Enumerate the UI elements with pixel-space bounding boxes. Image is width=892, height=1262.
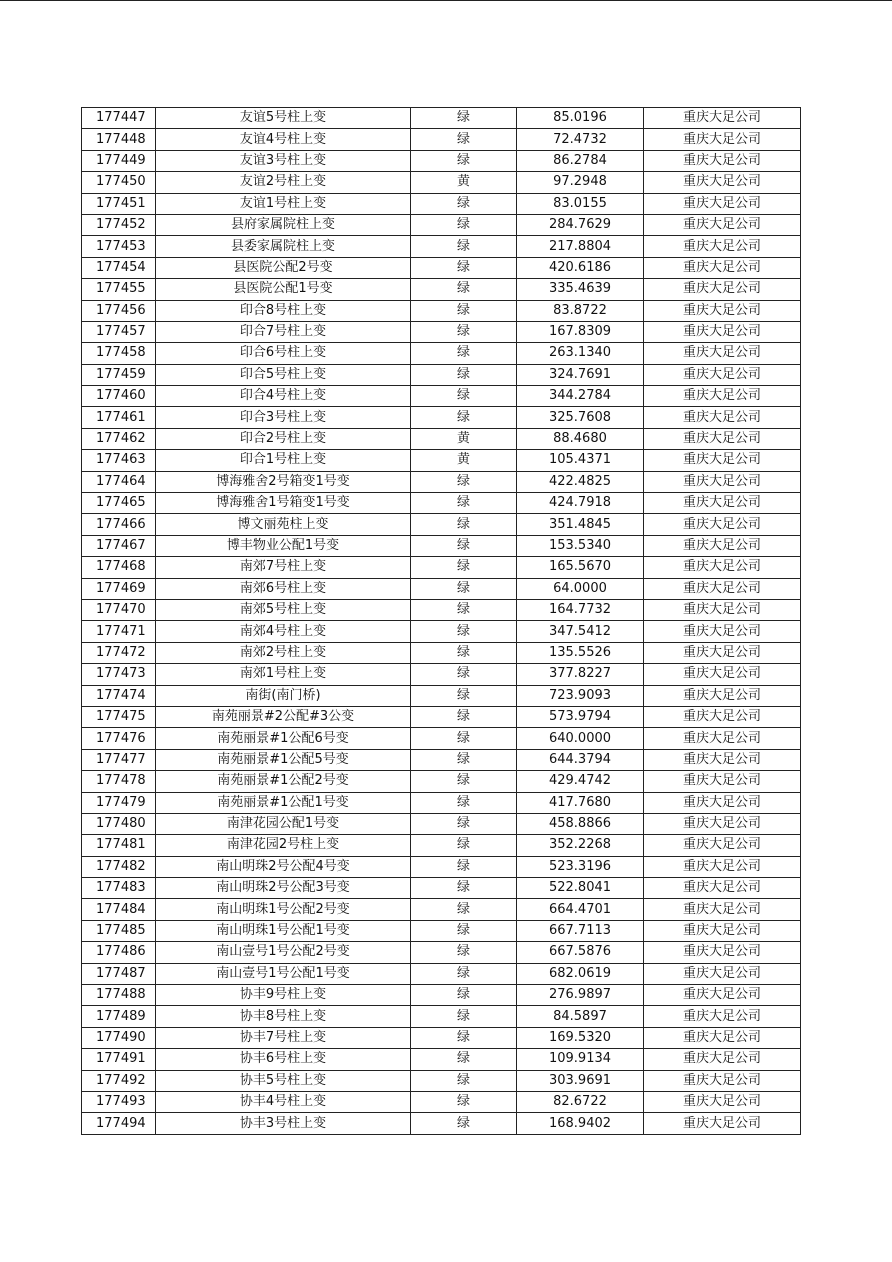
cell-status: 绿 xyxy=(411,963,517,984)
cell-company: 重庆大足公司 xyxy=(644,514,801,535)
cell-status: 绿 xyxy=(411,706,517,727)
cell-name: 协丰7号柱上变 xyxy=(156,1027,411,1048)
cell-id: 177452 xyxy=(82,214,156,235)
cell-company: 重庆大足公司 xyxy=(644,557,801,578)
table-body xyxy=(82,108,801,1135)
cell-value: 335.4639 xyxy=(517,279,644,300)
cell-status: 绿 xyxy=(411,621,517,642)
cell-id: 177462 xyxy=(82,428,156,449)
cell-company: 重庆大足公司 xyxy=(644,108,801,129)
cell-status: 绿 xyxy=(411,771,517,792)
cell-value: 169.5320 xyxy=(517,1027,644,1048)
cell-status: 绿 xyxy=(411,407,517,428)
cell-company: 重庆大足公司 xyxy=(644,599,801,620)
cell-company: 重庆大足公司 xyxy=(644,1070,801,1091)
table-row xyxy=(82,300,801,321)
table-row xyxy=(82,578,801,599)
cell-value: 109.9134 xyxy=(517,1049,644,1070)
cell-status: 绿 xyxy=(411,1006,517,1027)
cell-company: 重庆大足公司 xyxy=(644,771,801,792)
cell-id: 177490 xyxy=(82,1027,156,1048)
cell-status: 绿 xyxy=(411,878,517,899)
table-row xyxy=(82,792,801,813)
cell-id: 177468 xyxy=(82,557,156,578)
cell-value: 303.9691 xyxy=(517,1070,644,1091)
cell-status: 绿 xyxy=(411,386,517,407)
cell-id: 177448 xyxy=(82,129,156,150)
table-row xyxy=(82,1027,801,1048)
top-border-line xyxy=(0,0,892,1)
transformer-table xyxy=(81,107,801,1135)
cell-name: 南苑丽景#1公配5号变 xyxy=(156,749,411,770)
cell-company: 重庆大足公司 xyxy=(644,236,801,257)
cell-company: 重庆大足公司 xyxy=(644,1113,801,1134)
cell-value: 88.4680 xyxy=(517,428,644,449)
table-row xyxy=(82,813,801,834)
cell-value: 276.9897 xyxy=(517,985,644,1006)
cell-value: 85.0196 xyxy=(517,108,644,129)
cell-value: 263.1340 xyxy=(517,343,644,364)
cell-value: 83.0155 xyxy=(517,193,644,214)
cell-value: 324.7691 xyxy=(517,364,644,385)
table-row xyxy=(82,321,801,342)
cell-company: 重庆大足公司 xyxy=(644,257,801,278)
cell-name: 南郊6号柱上变 xyxy=(156,578,411,599)
table-row xyxy=(82,343,801,364)
table-row xyxy=(82,664,801,685)
cell-id: 177483 xyxy=(82,878,156,899)
cell-company: 重庆大足公司 xyxy=(644,942,801,963)
cell-name: 南山明珠1号公配2号变 xyxy=(156,899,411,920)
cell-name: 南郊2号柱上变 xyxy=(156,642,411,663)
cell-company: 重庆大足公司 xyxy=(644,835,801,856)
cell-status: 绿 xyxy=(411,193,517,214)
table-row xyxy=(82,193,801,214)
cell-name: 印合8号柱上变 xyxy=(156,300,411,321)
cell-name: 南郊4号柱上变 xyxy=(156,621,411,642)
table-row xyxy=(82,899,801,920)
cell-name: 南山明珠2号公配3号变 xyxy=(156,878,411,899)
cell-value: 82.6722 xyxy=(517,1091,644,1112)
cell-name: 友谊2号柱上变 xyxy=(156,172,411,193)
cell-status: 绿 xyxy=(411,1113,517,1134)
cell-id: 177476 xyxy=(82,728,156,749)
cell-name: 印合6号柱上变 xyxy=(156,343,411,364)
cell-company: 重庆大足公司 xyxy=(644,792,801,813)
cell-company: 重庆大足公司 xyxy=(644,150,801,171)
cell-id: 177475 xyxy=(82,706,156,727)
cell-status: 绿 xyxy=(411,300,517,321)
cell-name: 南郊7号柱上变 xyxy=(156,557,411,578)
cell-name: 南山明珠1号公配1号变 xyxy=(156,920,411,941)
cell-company: 重庆大足公司 xyxy=(644,172,801,193)
cell-id: 177491 xyxy=(82,1049,156,1070)
cell-value: 644.3794 xyxy=(517,749,644,770)
cell-id: 177449 xyxy=(82,150,156,171)
cell-company: 重庆大足公司 xyxy=(644,343,801,364)
cell-company: 重庆大足公司 xyxy=(644,450,801,471)
cell-name: 南苑丽景#2公配#3公变 xyxy=(156,706,411,727)
cell-value: 325.7608 xyxy=(517,407,644,428)
cell-value: 424.7918 xyxy=(517,493,644,514)
cell-status: 绿 xyxy=(411,985,517,1006)
cell-value: 723.9093 xyxy=(517,685,644,706)
cell-company: 重庆大足公司 xyxy=(644,493,801,514)
cell-company: 重庆大足公司 xyxy=(644,1006,801,1027)
cell-id: 177471 xyxy=(82,621,156,642)
table-row xyxy=(82,1070,801,1091)
cell-id: 177470 xyxy=(82,599,156,620)
cell-id: 177457 xyxy=(82,321,156,342)
cell-value: 377.8227 xyxy=(517,664,644,685)
table-row xyxy=(82,963,801,984)
cell-name: 县委家属院柱上变 xyxy=(156,236,411,257)
cell-company: 重庆大足公司 xyxy=(644,728,801,749)
table-row xyxy=(82,150,801,171)
cell-value: 417.7680 xyxy=(517,792,644,813)
cell-status: 绿 xyxy=(411,1049,517,1070)
table-row xyxy=(82,428,801,449)
cell-id: 177464 xyxy=(82,471,156,492)
cell-company: 重庆大足公司 xyxy=(644,214,801,235)
cell-id: 177477 xyxy=(82,749,156,770)
cell-id: 177479 xyxy=(82,792,156,813)
cell-name: 南山壹号1号公配2号变 xyxy=(156,942,411,963)
cell-name: 博海雅舍2号箱变1号变 xyxy=(156,471,411,492)
cell-status: 绿 xyxy=(411,685,517,706)
cell-name: 友谊4号柱上变 xyxy=(156,129,411,150)
cell-name: 协丰5号柱上变 xyxy=(156,1070,411,1091)
cell-value: 667.5876 xyxy=(517,942,644,963)
cell-status: 黄 xyxy=(411,172,517,193)
cell-name: 南郊1号柱上变 xyxy=(156,664,411,685)
cell-id: 177482 xyxy=(82,856,156,877)
cell-name: 南津花园公配1号变 xyxy=(156,813,411,834)
cell-name: 印合5号柱上变 xyxy=(156,364,411,385)
cell-company: 重庆大足公司 xyxy=(644,193,801,214)
cell-id: 177454 xyxy=(82,257,156,278)
cell-company: 重庆大足公司 xyxy=(644,279,801,300)
table-row xyxy=(82,621,801,642)
cell-value: 429.4742 xyxy=(517,771,644,792)
table-row xyxy=(82,364,801,385)
cell-status: 绿 xyxy=(411,150,517,171)
cell-id: 177486 xyxy=(82,942,156,963)
cell-id: 177458 xyxy=(82,343,156,364)
cell-company: 重庆大足公司 xyxy=(644,129,801,150)
cell-value: 523.3196 xyxy=(517,856,644,877)
table-row xyxy=(82,1113,801,1134)
cell-id: 177492 xyxy=(82,1070,156,1091)
cell-status: 绿 xyxy=(411,1027,517,1048)
cell-name: 南山壹号1号公配1号变 xyxy=(156,963,411,984)
cell-status: 绿 xyxy=(411,792,517,813)
cell-company: 重庆大足公司 xyxy=(644,664,801,685)
cell-company: 重庆大足公司 xyxy=(644,621,801,642)
cell-value: 522.8041 xyxy=(517,878,644,899)
table-row xyxy=(82,236,801,257)
cell-id: 177493 xyxy=(82,1091,156,1112)
cell-id: 177487 xyxy=(82,963,156,984)
table-row xyxy=(82,129,801,150)
cell-id: 177451 xyxy=(82,193,156,214)
cell-value: 640.0000 xyxy=(517,728,644,749)
cell-name: 南郊5号柱上变 xyxy=(156,599,411,620)
cell-id: 177488 xyxy=(82,985,156,1006)
cell-name: 南山明珠2号公配4号变 xyxy=(156,856,411,877)
cell-id: 177456 xyxy=(82,300,156,321)
cell-value: 352.2268 xyxy=(517,835,644,856)
cell-value: 165.5670 xyxy=(517,557,644,578)
cell-value: 84.5897 xyxy=(517,1006,644,1027)
cell-status: 绿 xyxy=(411,942,517,963)
cell-name: 协丰3号柱上变 xyxy=(156,1113,411,1134)
cell-status: 绿 xyxy=(411,129,517,150)
table-row xyxy=(82,172,801,193)
cell-company: 重庆大足公司 xyxy=(644,386,801,407)
cell-status: 黄 xyxy=(411,450,517,471)
cell-name: 南苑丽景#1公配1号变 xyxy=(156,792,411,813)
table-row xyxy=(82,878,801,899)
cell-value: 72.4732 xyxy=(517,129,644,150)
cell-status: 绿 xyxy=(411,664,517,685)
cell-id: 177467 xyxy=(82,535,156,556)
cell-value: 135.5526 xyxy=(517,642,644,663)
cell-name: 南苑丽景#1公配6号变 xyxy=(156,728,411,749)
table-row xyxy=(82,920,801,941)
cell-company: 重庆大足公司 xyxy=(644,920,801,941)
cell-id: 177466 xyxy=(82,514,156,535)
cell-name: 博文丽苑柱上变 xyxy=(156,514,411,535)
cell-status: 绿 xyxy=(411,321,517,342)
cell-id: 177478 xyxy=(82,771,156,792)
table-row xyxy=(82,279,801,300)
cell-name: 县医院公配1号变 xyxy=(156,279,411,300)
cell-status: 绿 xyxy=(411,257,517,278)
cell-status: 绿 xyxy=(411,279,517,300)
cell-name: 博海雅舍1号箱变1号变 xyxy=(156,493,411,514)
cell-value: 667.7113 xyxy=(517,920,644,941)
cell-value: 284.7629 xyxy=(517,214,644,235)
cell-value: 344.2784 xyxy=(517,386,644,407)
table-row xyxy=(82,386,801,407)
cell-value: 83.8722 xyxy=(517,300,644,321)
cell-value: 153.5340 xyxy=(517,535,644,556)
cell-company: 重庆大足公司 xyxy=(644,706,801,727)
table-row xyxy=(82,856,801,877)
cell-id: 177463 xyxy=(82,450,156,471)
cell-company: 重庆大足公司 xyxy=(644,878,801,899)
cell-company: 重庆大足公司 xyxy=(644,1091,801,1112)
cell-status: 绿 xyxy=(411,835,517,856)
table-row xyxy=(82,771,801,792)
table-row xyxy=(82,985,801,1006)
cell-id: 177489 xyxy=(82,1006,156,1027)
cell-status: 绿 xyxy=(411,343,517,364)
cell-value: 573.9794 xyxy=(517,706,644,727)
cell-status: 绿 xyxy=(411,493,517,514)
cell-status: 绿 xyxy=(411,108,517,129)
cell-name: 南街(南门桥) xyxy=(156,685,411,706)
cell-value: 351.4845 xyxy=(517,514,644,535)
cell-status: 绿 xyxy=(411,214,517,235)
cell-company: 重庆大足公司 xyxy=(644,856,801,877)
cell-name: 南苑丽景#1公配2号变 xyxy=(156,771,411,792)
cell-value: 105.4371 xyxy=(517,450,644,471)
table-row xyxy=(82,471,801,492)
table-row xyxy=(82,1006,801,1027)
cell-status: 绿 xyxy=(411,514,517,535)
cell-name: 协丰8号柱上变 xyxy=(156,1006,411,1027)
table-row xyxy=(82,557,801,578)
cell-name: 印合2号柱上变 xyxy=(156,428,411,449)
cell-status: 绿 xyxy=(411,236,517,257)
cell-name: 博丰物业公配1号变 xyxy=(156,535,411,556)
cell-value: 164.7732 xyxy=(517,599,644,620)
cell-id: 177450 xyxy=(82,172,156,193)
table-row xyxy=(82,1091,801,1112)
table-row xyxy=(82,214,801,235)
cell-status: 绿 xyxy=(411,899,517,920)
cell-id: 177480 xyxy=(82,813,156,834)
cell-value: 167.8309 xyxy=(517,321,644,342)
cell-value: 422.4825 xyxy=(517,471,644,492)
cell-value: 64.0000 xyxy=(517,578,644,599)
cell-status: 绿 xyxy=(411,749,517,770)
cell-name: 印合7号柱上变 xyxy=(156,321,411,342)
cell-company: 重庆大足公司 xyxy=(644,813,801,834)
cell-company: 重庆大足公司 xyxy=(644,749,801,770)
table-row xyxy=(82,407,801,428)
cell-value: 86.2784 xyxy=(517,150,644,171)
table-row xyxy=(82,257,801,278)
cell-company: 重庆大足公司 xyxy=(644,321,801,342)
cell-status: 绿 xyxy=(411,578,517,599)
cell-status: 绿 xyxy=(411,642,517,663)
cell-value: 168.9402 xyxy=(517,1113,644,1134)
cell-status: 绿 xyxy=(411,813,517,834)
cell-value: 664.4701 xyxy=(517,899,644,920)
cell-company: 重庆大足公司 xyxy=(644,642,801,663)
table-row xyxy=(82,835,801,856)
cell-status: 绿 xyxy=(411,1070,517,1091)
cell-status: 绿 xyxy=(411,535,517,556)
cell-name: 印合3号柱上变 xyxy=(156,407,411,428)
cell-name: 县府家属院柱上变 xyxy=(156,214,411,235)
table-row xyxy=(82,685,801,706)
cell-status: 绿 xyxy=(411,364,517,385)
cell-name: 协丰9号柱上变 xyxy=(156,985,411,1006)
cell-id: 177465 xyxy=(82,493,156,514)
cell-id: 177485 xyxy=(82,920,156,941)
table-row xyxy=(82,706,801,727)
cell-company: 重庆大足公司 xyxy=(644,364,801,385)
cell-id: 177447 xyxy=(82,108,156,129)
cell-company: 重庆大足公司 xyxy=(644,685,801,706)
cell-company: 重庆大足公司 xyxy=(644,407,801,428)
cell-id: 177474 xyxy=(82,685,156,706)
cell-id: 177481 xyxy=(82,835,156,856)
cell-status: 绿 xyxy=(411,920,517,941)
cell-name: 协丰4号柱上变 xyxy=(156,1091,411,1112)
cell-name: 友谊3号柱上变 xyxy=(156,150,411,171)
cell-company: 重庆大足公司 xyxy=(644,899,801,920)
table-row xyxy=(82,450,801,471)
table-row xyxy=(82,942,801,963)
cell-status: 绿 xyxy=(411,728,517,749)
cell-id: 177455 xyxy=(82,279,156,300)
table-row xyxy=(82,514,801,535)
cell-value: 97.2948 xyxy=(517,172,644,193)
cell-id: 177460 xyxy=(82,386,156,407)
cell-company: 重庆大足公司 xyxy=(644,985,801,1006)
cell-company: 重庆大足公司 xyxy=(644,428,801,449)
cell-name: 友谊1号柱上变 xyxy=(156,193,411,214)
cell-company: 重庆大足公司 xyxy=(644,1049,801,1070)
cell-id: 177494 xyxy=(82,1113,156,1134)
cell-status: 绿 xyxy=(411,599,517,620)
table-row xyxy=(82,749,801,770)
cell-status: 黄 xyxy=(411,428,517,449)
cell-value: 458.8866 xyxy=(517,813,644,834)
cell-value: 217.8804 xyxy=(517,236,644,257)
cell-name: 南津花园2号柱上变 xyxy=(156,835,411,856)
cell-status: 绿 xyxy=(411,1091,517,1112)
cell-id: 177469 xyxy=(82,578,156,599)
cell-value: 682.0619 xyxy=(517,963,644,984)
cell-value: 420.6186 xyxy=(517,257,644,278)
table-row xyxy=(82,642,801,663)
table-row xyxy=(82,493,801,514)
cell-name: 协丰6号柱上变 xyxy=(156,1049,411,1070)
cell-company: 重庆大足公司 xyxy=(644,1027,801,1048)
table-row xyxy=(82,1049,801,1070)
cell-name: 县医院公配2号变 xyxy=(156,257,411,278)
cell-company: 重庆大足公司 xyxy=(644,535,801,556)
cell-id: 177459 xyxy=(82,364,156,385)
cell-status: 绿 xyxy=(411,471,517,492)
cell-id: 177453 xyxy=(82,236,156,257)
table-row xyxy=(82,535,801,556)
cell-name: 印合4号柱上变 xyxy=(156,386,411,407)
table-row xyxy=(82,728,801,749)
cell-id: 177461 xyxy=(82,407,156,428)
cell-id: 177472 xyxy=(82,642,156,663)
table-row xyxy=(82,108,801,129)
cell-name: 友谊5号柱上变 xyxy=(156,108,411,129)
cell-status: 绿 xyxy=(411,856,517,877)
cell-value: 347.5412 xyxy=(517,621,644,642)
table-row xyxy=(82,599,801,620)
cell-name: 印合1号柱上变 xyxy=(156,450,411,471)
cell-company: 重庆大足公司 xyxy=(644,300,801,321)
cell-id: 177473 xyxy=(82,664,156,685)
cell-company: 重庆大足公司 xyxy=(644,471,801,492)
cell-company: 重庆大足公司 xyxy=(644,963,801,984)
cell-status: 绿 xyxy=(411,557,517,578)
cell-id: 177484 xyxy=(82,899,156,920)
cell-company: 重庆大足公司 xyxy=(644,578,801,599)
